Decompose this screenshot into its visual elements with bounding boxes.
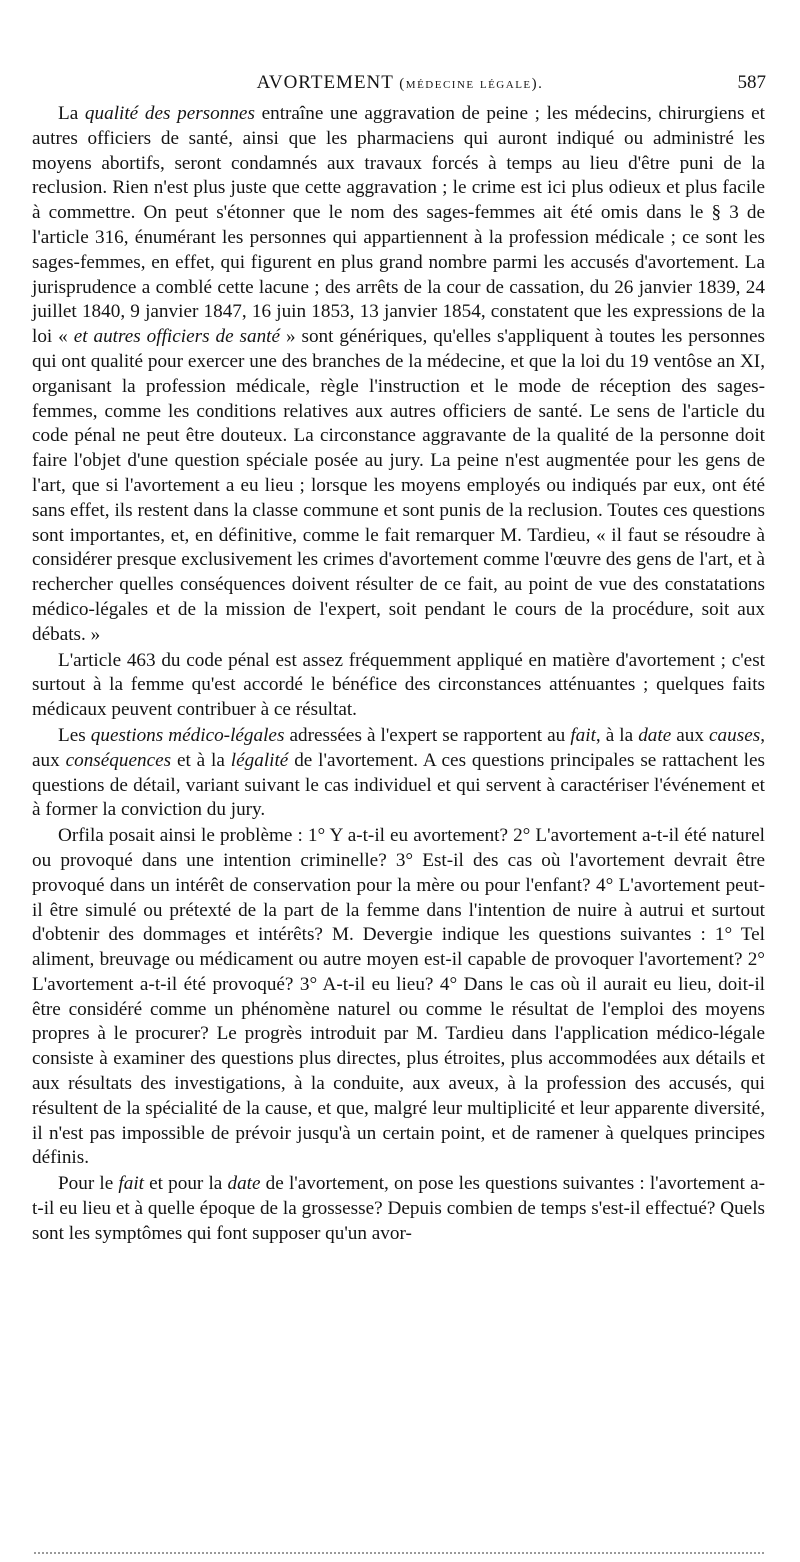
text-run: de l'avortement. A ces questions principales se rattachent les questions de détail, variant suivant le cas individuel et qui servent à caractériser l'événement et à former la conviction du jury.: [32, 749, 765, 821]
text-run: Pour le: [58, 1173, 119, 1195]
text-run: de l'avortement, on pose les questions suivantes : l'avortement a-t-il eu lieu et à quelle époque de la grossesse? Depuis combien de temps s'est-il effectué? Quels sont les symptômes qui font supposer qu'un avor-: [32, 1173, 765, 1244]
text-run: et à la: [171, 749, 231, 771]
paragraph: [32, 649, 765, 723]
article-body: [32, 102, 765, 1247]
italic-text: fait: [118, 1173, 144, 1195]
paragraph: [32, 724, 765, 823]
text-run: , aux: [32, 724, 765, 771]
running-head: [32, 72, 768, 100]
text-run: adressées à l'expert se rapportent au: [284, 724, 571, 746]
text-run: Orfila posait ainsi le problème : 1° Y a-t-il eu avortement? 2° L'avortement a-t-il été naturel ou provoqué dans une intention criminelle? 3° Est-il des cas où l'avortement devrait être provoqué dans un intérêt de conservation pour la mère ou pour l'enfant? 4° L'avortement peut-il être simulé ou prétexté de la part de la femme dans l'intention de nuire à autrui et surtout d'obtenir des dommages et intérêts? M. Devergie indique les questions suivantes : 1° Tel aliment, breuvage ou médicament ou autre moyen est-il capable de provoquer l'avortement? 2° L'avortement a-t-il été provoqué? 3° A-t-il eu lieu? 4° Dans le cas où il aurait eu lieu, doit-il être considéré comme un phénomène naturel ou comme le résultat de l'emploi des moyens propres à le procurer? Le progrès introduit par M. Tardieu dans l'application médico-légale consiste à examiner des questions plus directes, plus étroites, plus accommodées aux détails et aux résultats des investigations, à la conduite, aux aveux, à la profession des accusés, qui résultent de la spécialité de la cause, et que, malgré leur multiplicité et leur apparente diversité, il n'est pas impossible de prévoir jusqu'à un certain point, et de ramener à quelques principes définis.: [32, 825, 765, 1169]
page-number: 587: [737, 72, 766, 93]
running-title-sub: (médecine légale).: [399, 76, 544, 92]
italic-text: questions médico-légales: [90, 724, 285, 746]
running-title: [32, 72, 768, 94]
italic-text: qualité des personnes: [84, 103, 255, 124]
text-run: , à la: [595, 724, 639, 746]
paragraph: [32, 824, 765, 1171]
italic-text: date: [227, 1173, 261, 1195]
italic-text: date: [638, 724, 672, 746]
paragraph: [32, 1172, 765, 1246]
page-bottom-rule: [34, 1552, 764, 1554]
running-title-main: AVORTEMENT: [256, 72, 394, 93]
italic-text: causes: [709, 724, 761, 746]
text-run: entraîne une aggravation de peine ; les médecins, chirurgiens et autres officiers de santé, ainsi que les pharmaciens qui auront indiqué ou administré les moyens abortifs, seront condamnés aux travaux forcés à temps au lieu d'être puni de la reclusion. Rien n'est plus juste que cette aggravation ; le crime est ici plus odieux et plus facile à commettre. On peut s'étonner que le nom des sages-femmes ait été omis dans le § 3 de l'article 316, énumérant les personnes qui appartiennent à la profession médicale ; ce sont les sages-femmes, en effet, qui figurent en plus grand nombre parmi les accusés d'avortement. La jurisprudence a comblé cette lacune ; des arrêts de la cour de cassation, du 26 janvier 1839, 24 juillet 1840, 9 janvier 1847, 16 juin 1853, 13 janvier 1854, constatent que les expressions de la loi «: [32, 103, 765, 348]
italic-text: légalité: [230, 749, 289, 771]
text-run: Les: [58, 724, 91, 746]
text-run: L'article 463 du code pénal est assez fréquemment appliqué en matière d'avortement ; c'est surtout à la femme qu'est accordé le bénéfice des circonstances atténuantes ; quelques faits médicaux peuvent contribuer à ce résultat.: [32, 649, 765, 721]
text-run: » sont génériques, qu'elles s'appliquent à toutes les personnes qui ont qualité pour exercer une des branches de la médecine, et que la loi du 19 ventôse an XI, organisant la profession médicale, règle l'instruction et le mode de réception des sages-femmes, comme les conditions relatives aux autres officiers de santé. Le sens de l'article du code pénal ne peut être douteux. La circonstance aggravante de la qualité de la personne doit faire l'objet d'une question spéciale posée au jury. La peine n'est augmentée pour les gens de l'art, que si l'avortement a eu lieu ; lorsque les moyens employés ou indiqués par eux, ont été sans effet, ils restent dans la classe commune et sont punis de la reclusion. Toutes ces questions sont importantes, et, en définitive, comme le fait remarquer M. Tardieu, « il faut se résoudre à considérer presque exclusivement les crimes d'avortement comme l'œuvre des gens de l'art, et à rechercher quelles conséquences doivent résulter de ce fait, au point de vue des constatations médico-légales et de la mission de l'expert, soit pendant le cours de la procédure, soit aux débats. »: [32, 326, 765, 645]
text-run: La: [58, 103, 85, 124]
text-run: et pour la: [144, 1173, 228, 1195]
text-run: aux: [671, 724, 710, 746]
italic-text: fait: [570, 724, 596, 746]
paragraph: [32, 102, 765, 648]
italic-text: et autres officiers de santé: [73, 326, 281, 348]
italic-text: conséquences: [65, 749, 172, 771]
